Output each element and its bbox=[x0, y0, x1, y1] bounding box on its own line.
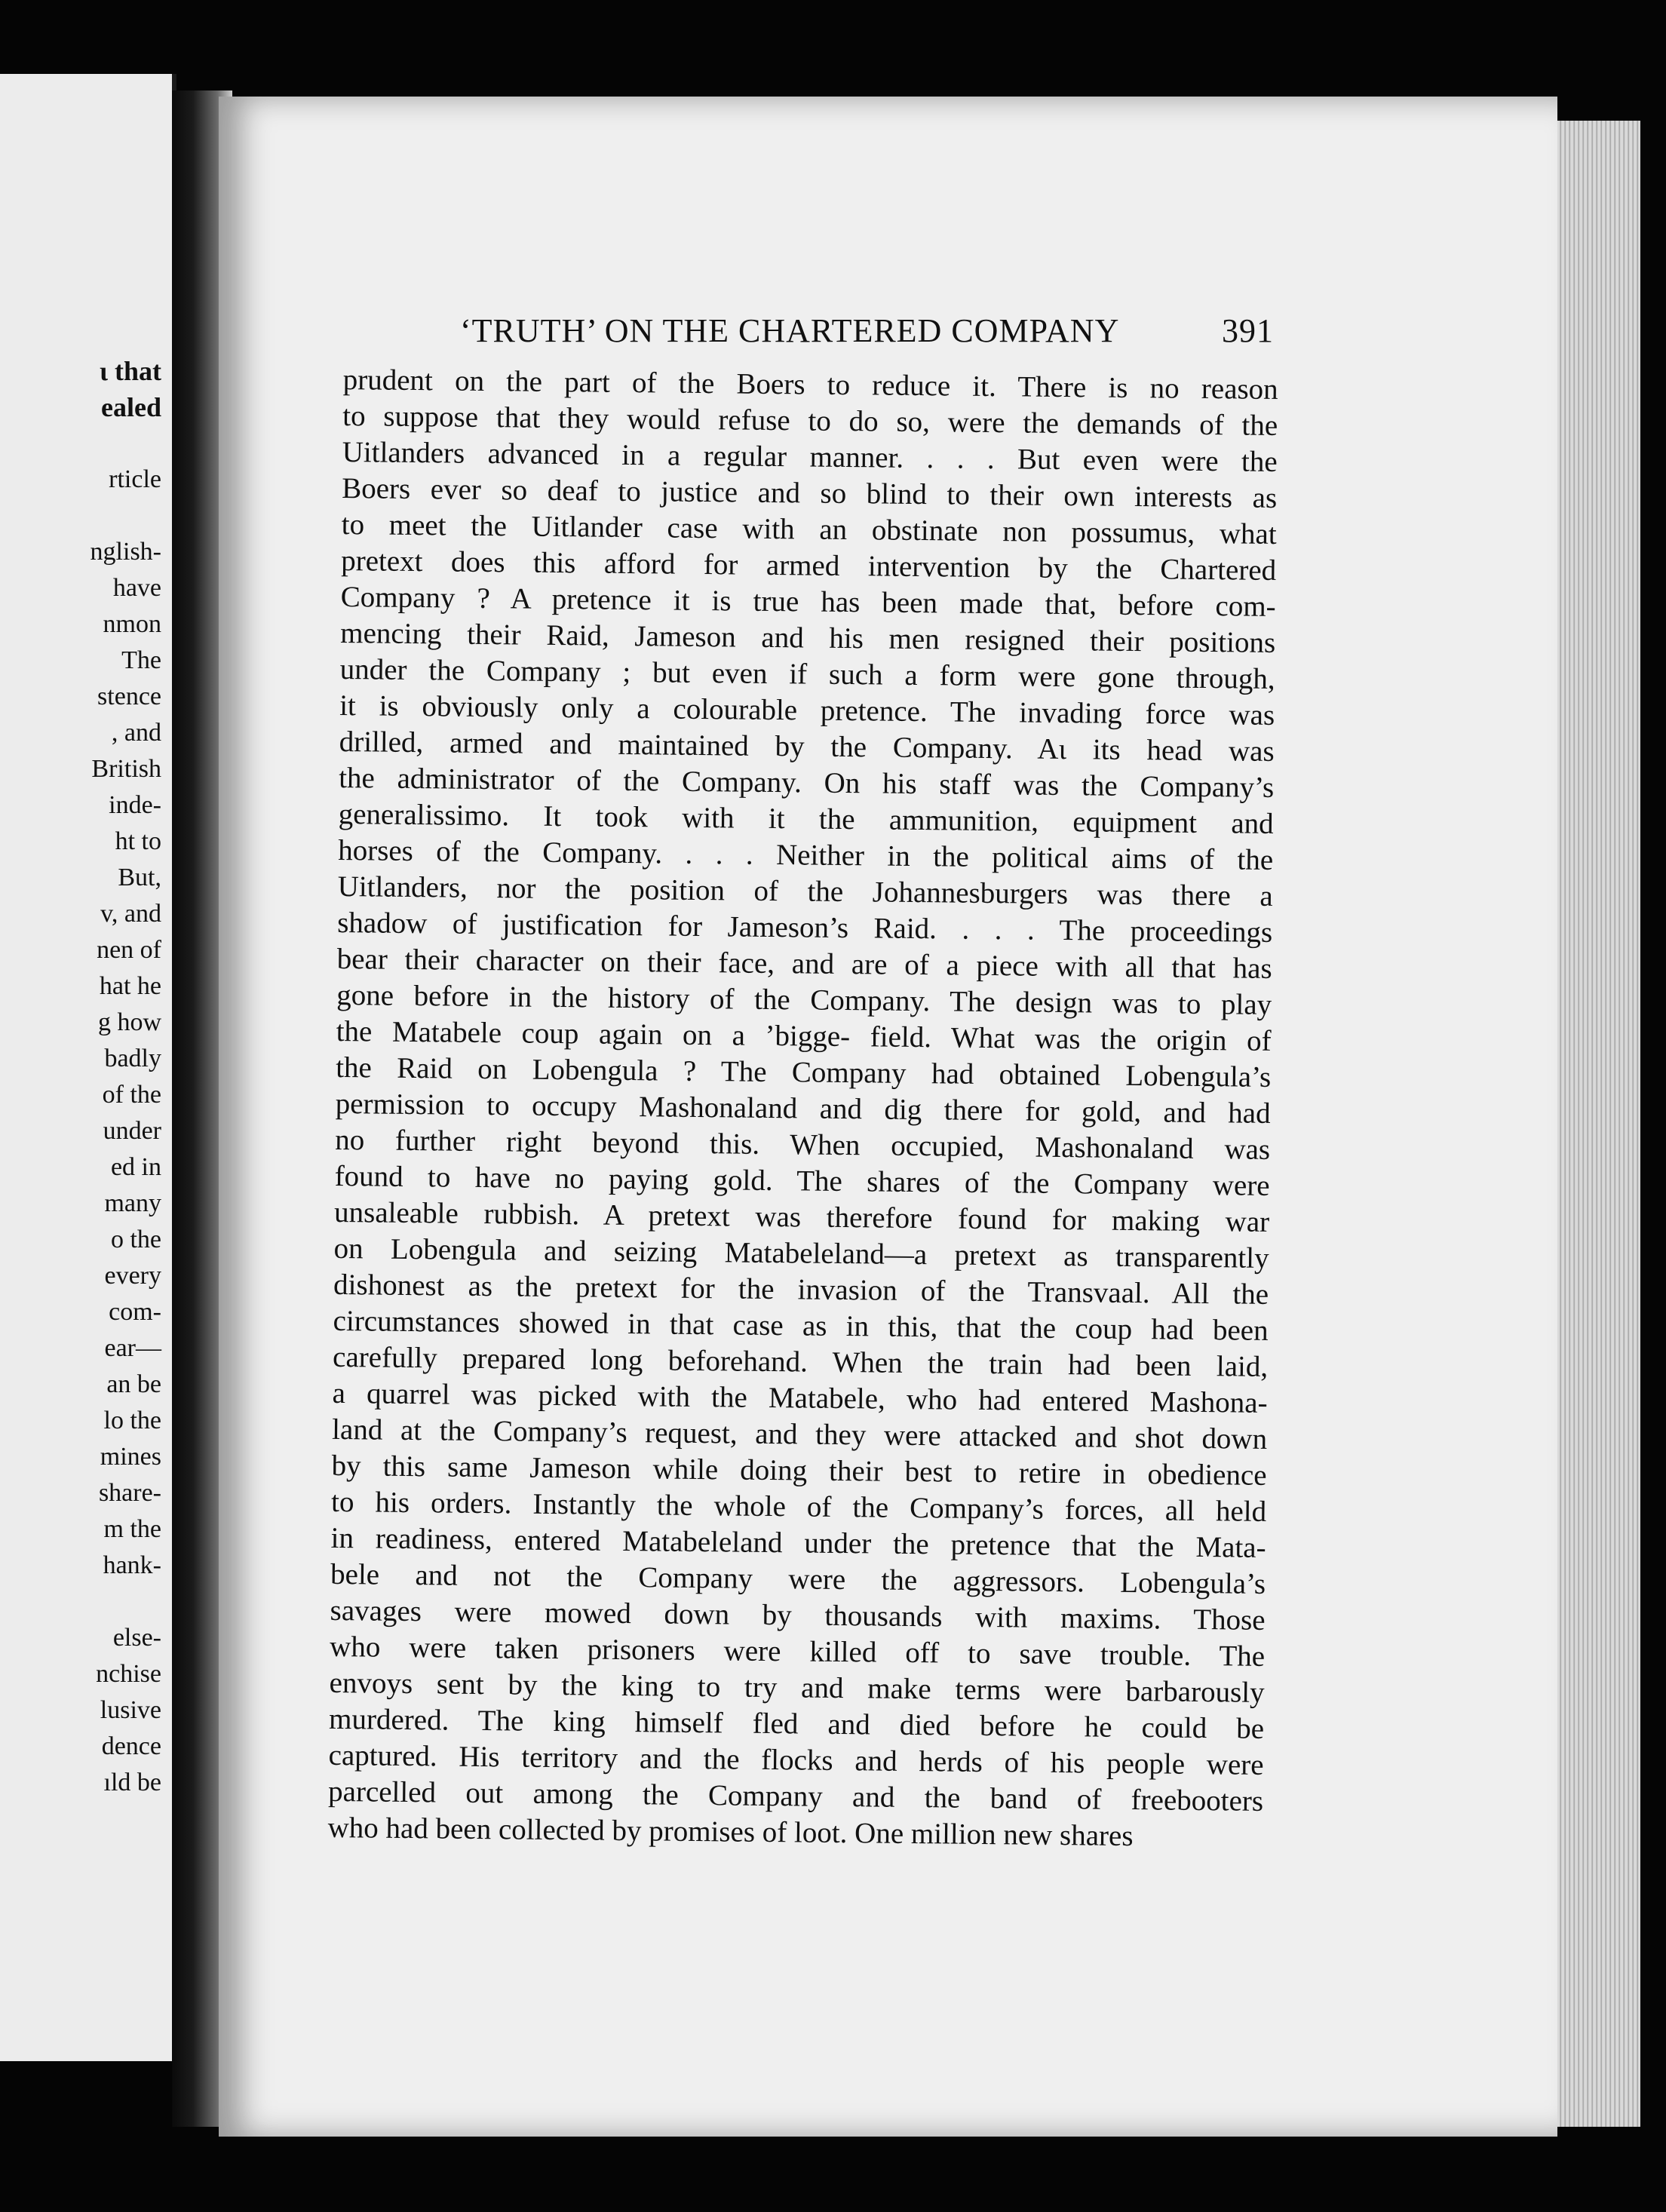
left-page-fragment: mines bbox=[100, 1443, 161, 1471]
left-page-fragment: share- bbox=[98, 1479, 161, 1507]
body-line: drilled, armed and maintained by the Company. Aι its head was bbox=[339, 725, 1275, 768]
left-page-fragment: ht to bbox=[115, 827, 161, 855]
left-page-fragment: lusive bbox=[100, 1696, 161, 1724]
left-page-text-fragments bbox=[91, 353, 161, 1801]
left-page-fragment: under bbox=[103, 1117, 161, 1145]
body-line: shadow of justification for Jameson’s Raid. . . . The proceedings bbox=[336, 906, 1273, 949]
body-line: mencing their Raid, Jameson and his men resigned their positions bbox=[340, 616, 1276, 659]
body-line: murdered. The king himself fled and died before he could be bbox=[328, 1702, 1265, 1745]
left-page-fragment: badly bbox=[104, 1045, 161, 1072]
left-page-fragment: But, bbox=[118, 864, 161, 891]
left-page-fragment: The bbox=[121, 646, 161, 674]
left-facing-page bbox=[0, 74, 176, 2061]
left-page-fragment: British bbox=[91, 755, 161, 783]
body-line: generalissimo. It took with it the ammunition, equipment and bbox=[338, 797, 1274, 840]
body-line: it is obviously only a colourable pretence. The invading force was bbox=[339, 689, 1275, 732]
left-page-fragment bbox=[91, 498, 161, 534]
page-edges-stack bbox=[1557, 121, 1640, 2127]
body-line: savages were mowed down by thousands with maxims. Those bbox=[330, 1594, 1266, 1637]
left-page-fragment: stence bbox=[97, 683, 161, 710]
left-page-fragment: an be bbox=[106, 1370, 161, 1398]
body-line: captured. His territory and the flocks and herds of his people were bbox=[328, 1738, 1264, 1781]
body-line: found to have no paying gold. The shares of the Company were bbox=[334, 1159, 1270, 1202]
body-line: prudent on the part of the Boers to reduce it. There is no reason bbox=[342, 363, 1278, 406]
body-line: to his orders. Instantly the whole of the Company’s forces, all held bbox=[330, 1485, 1267, 1528]
body-line: bele and not the Company were the aggressors. Lobengula’s bbox=[330, 1557, 1266, 1600]
left-page-fragment: hank- bbox=[103, 1551, 161, 1579]
body-line: no further right beyond this. When occupied, Mashonaland was bbox=[334, 1123, 1271, 1166]
body-line: on Lobengula and seizing Matabeleland—a pretext as transparently bbox=[333, 1232, 1269, 1275]
body-line: dishonest as the pretext for the invasion of the Transvaal. All the bbox=[333, 1268, 1269, 1311]
page-number: 391 bbox=[1222, 312, 1274, 349]
running-header-title: ‘TRUTH’ ON THE CHARTERED COMPANY bbox=[460, 312, 1120, 349]
left-page-fragment: ear— bbox=[104, 1334, 161, 1362]
left-page-fragment bbox=[91, 425, 161, 462]
left-page-fragment: of the bbox=[102, 1081, 161, 1109]
body-line: the Matabele coup again on a ’bigge‑ field. What was the origin of bbox=[336, 1014, 1272, 1057]
body-line: Company ? A pretence it is true has been made that, before com- bbox=[340, 580, 1276, 623]
left-page-fragment: have bbox=[112, 574, 161, 602]
body-line: by this same Jameson while doing their best to retire in obedience bbox=[331, 1449, 1267, 1492]
left-page-fragment: ι that bbox=[99, 356, 161, 386]
body-line: bear their character on their face, and are of a piece with all that has bbox=[336, 942, 1272, 985]
body-line: gone before in the history of the Company. The design was to play bbox=[336, 978, 1272, 1021]
body-line: unsaleable rubbish. A pretext was therefore found for making war bbox=[333, 1195, 1270, 1238]
body-line: the administrator of the Company. On his staff was the Company’s bbox=[338, 761, 1275, 804]
body-line: to suppose that they would refuse to do so, were the demands of the bbox=[342, 399, 1278, 442]
left-page-fragment: nglish- bbox=[90, 538, 161, 566]
body-line: the Raid on Lobengula ? The Company had obtained Lobengula’s bbox=[335, 1051, 1272, 1094]
left-page-fragment: rticle bbox=[109, 465, 161, 493]
body-line: circumstances showed in that case as in this, that the coup had been bbox=[333, 1304, 1269, 1347]
body-line: carefully prepared long beforehand. When the train had been laid, bbox=[332, 1340, 1269, 1383]
body-line: in readiness, entered Matabeleland under the pretence that the Mata- bbox=[330, 1521, 1266, 1564]
body-line: who had been collected by promises of loot. One million new shares bbox=[327, 1811, 1134, 1853]
left-page-fragment: hat he bbox=[99, 972, 161, 1000]
left-page-fragment: nmon bbox=[103, 610, 161, 638]
left-page-fragment bbox=[91, 1584, 161, 1620]
left-page-fragment: nchise bbox=[96, 1660, 161, 1688]
left-page-fragment: ed in bbox=[110, 1153, 161, 1181]
left-page-fragment: , and bbox=[111, 719, 161, 747]
body-line: horses of the Company. . . . Neither in the political aims of the bbox=[337, 833, 1274, 876]
left-page-fragment: lo the bbox=[103, 1407, 161, 1434]
body-text bbox=[327, 362, 1278, 1856]
left-page-fragment: dence bbox=[101, 1732, 161, 1760]
left-page-fragment: ealed bbox=[101, 392, 161, 422]
body-line: Boers ever so deaf to justice and so blind to their own interests as bbox=[342, 471, 1278, 514]
left-page-fragment: every bbox=[104, 1262, 161, 1290]
body-line: who were taken prisoners were killed off to save trouble. The bbox=[329, 1630, 1266, 1673]
body-line: parcelled out among the Company and the band of freebooters bbox=[327, 1775, 1264, 1818]
body-line: under the Company ; but even if such a form were gone through, bbox=[339, 652, 1275, 695]
body-line: a quarrel was picked with the Matabele, who had entered Mashona- bbox=[332, 1376, 1268, 1419]
body-line: envoys sent by the king to try and make terms were barbarously bbox=[329, 1666, 1265, 1709]
left-page-fragment: m the bbox=[103, 1515, 161, 1543]
left-page-fragment: com- bbox=[109, 1298, 161, 1326]
left-page-fragment: o the bbox=[110, 1226, 161, 1253]
body-line: Uitlanders advanced in a regular manner. . . . But even were the bbox=[342, 435, 1278, 478]
body-line: Uitlanders, nor the position of the Johannesburgers was there a bbox=[337, 870, 1273, 913]
left-page-fragment: many bbox=[104, 1189, 161, 1217]
left-page-fragment: g how bbox=[97, 1008, 161, 1036]
left-page-fragment: v, and bbox=[100, 900, 161, 928]
left-page-fragment: nen of bbox=[97, 936, 161, 964]
left-page-fragment: inde- bbox=[109, 791, 161, 819]
body-line: land at the Company’s request, and they were attacked and shot down bbox=[331, 1413, 1268, 1456]
body-line: to meet the Uitlander case with an obstinate non possumus, what bbox=[341, 508, 1277, 551]
body-line: permission to occupy Mashonaland and dig there for gold, and had bbox=[335, 1087, 1271, 1130]
body-line: pretext does this afford for armed intervention by the Chartered bbox=[341, 544, 1277, 587]
left-page-fragment: else- bbox=[112, 1624, 161, 1652]
left-page-fragment: ıld be bbox=[103, 1769, 161, 1796]
